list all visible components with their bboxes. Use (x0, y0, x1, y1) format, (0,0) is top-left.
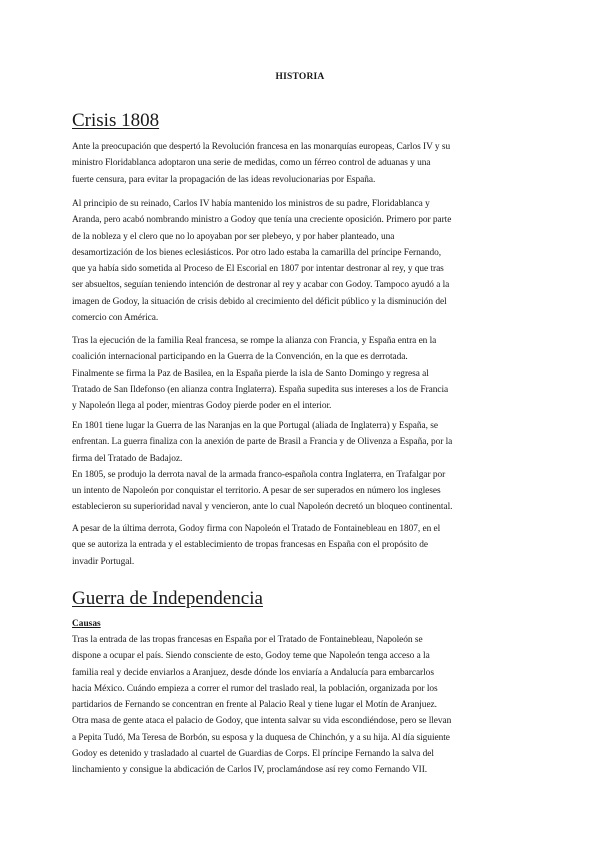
section-heading-crisis-1808: Crisis 1808 (72, 110, 160, 131)
text-line: Otra masa de gente ataca el palacio de Godoy, que intenta salvar su vida escondiéndose, pero se llevan (72, 716, 452, 727)
text-line: que ya había sido sometida al Proceso de El Escorial en 1807 por intentar destronar al rey, y que tras (72, 264, 444, 275)
paragraph (72, 196, 530, 326)
subsection-heading-causas: Causas (72, 619, 101, 629)
text-line: Tratado de San Ildefonso (en alianza contra Inglaterra). España supedita sus intereses a los de Francia (72, 384, 449, 395)
text-line: invadir Portugal. (72, 556, 135, 567)
paragraph (72, 521, 530, 570)
text-line: En 1805, se produjo la derrota naval de la armada franco-española contra Inglaterra, en Trafalgar por (72, 469, 446, 480)
text-line: enfrentan. La guerra finaliza con la anexión de parte de Brasil a Francia y de Olivenza a España, por la (72, 437, 453, 448)
text-line: En 1801 tiene lugar la Guerra de las Naranjas en la que Portugal (aliada de Inglaterra) y España, se (72, 421, 438, 431)
text-line: Aranda, pero acabó nombrando ministro a Godoy que tenía una creciente oposición. Primero por parte (72, 215, 452, 226)
paragraph (72, 139, 530, 188)
text-line: de la nobleza y el clero que no lo apoyaban por ser plebeyo, y por haber planteado, una (72, 231, 395, 242)
text-line: familia real y decide enviarlos a Aranjuez, desde dónde los enviaría a Andalucía para embarcarlos (72, 667, 434, 678)
section-heading-guerra-de-independencia: Guerra de Independencia (72, 588, 263, 609)
text-line: Al principio de su reinado, Carlos IV había mantenido los ministros de su padre, Floridablanca y (72, 199, 430, 209)
text-line: un intento de Napoleón por conquistar el territorio. A pesar de ser superados en número los ingleses (72, 486, 441, 497)
text-line: Tras la entrada de las tropas francesas en España por el Tratado de Fontainebleau, Napoleón se (72, 635, 423, 645)
text-line: fuerte censura, para evitar la propagación de las ideas revolucionarias por España. (72, 174, 376, 185)
document-title: HISTORIA (275, 72, 325, 82)
text-line: ser absueltos, seguían teniendo intención de destronar al rey y acabar con Godoy. Tampoco ayudó a la (72, 280, 450, 291)
paragraph (72, 333, 530, 414)
text-line: dispone a ocupar el país. Siendo consciente de esto, Godoy teme que Napoleón tenga acceso a la (72, 651, 430, 662)
text-line: firma del Tratado de Badajoz. (72, 453, 183, 464)
text-line: y Napoleón llega al poder, mientras Godoy pierde poder en el interior. (72, 401, 332, 412)
text-line: partidarios de Fernando se concentran en frente al Palacio Real y tiene lugar el Motín de Aranjuez. (72, 700, 437, 711)
text-line: coalición internacional participando en la Guerra de la Convención, en la que es derrotada. (72, 352, 408, 363)
text-line: Finalmente se firma la Paz de Basilea, en la España pierde la isla de Santo Domingo y regresa al (72, 368, 429, 379)
text-line: a Pepita Tudó, Ma Teresa de Borbón, su esposa y la duquesa de Chinchón, y a su hija. Al día siguiente (72, 732, 450, 743)
text-line: desamortización de los bienes eclesiásticos. Por otro lado estaba la camarilla del príncipe Fernando, (72, 247, 442, 258)
paragraph (72, 632, 530, 779)
text-line: Godoy es detenido y trasladado al cuartel de Guardias de Corps. El príncipe Fernando la salva del (72, 749, 434, 760)
text-line: hacia México. Cuándo empieza a correr el rumor del traslado real, la población, organizada por los (72, 683, 438, 694)
text-line: comercio con América. (72, 313, 159, 324)
text-line: establecieron su superioridad naval y vencieron, ante lo cual Napoleón decretó un bloqueo continental. (72, 502, 453, 513)
text-line: Tras la ejecución de la familia Real francesa, se rompe la alianza con Francia, y España entra en la (72, 336, 437, 346)
text-line: imagen de Godoy, la situación de crisis debido al crecimiento del déficit público y la disminución del (72, 296, 447, 307)
text-line: A pesar de la última derrota, Godoy firma con Napoleón el Tratado de Fontainebleau en 1807, en el (72, 524, 441, 534)
paragraph (72, 418, 530, 516)
text-line: que se autoriza la entrada y el establecimiento de tropas francesas en España con el propósito de (72, 540, 428, 551)
text-line: linchamiento y consigue la abdicación de Carlos IV, proclamándose así rey como Fernando VII. (72, 765, 428, 776)
text-line: Ante la preocupación que despertó la Revolución francesa en las monarquías europeas, Carlos IV y su (72, 142, 451, 152)
text-line: ministro Floridablanca adoptaron una serie de medidas, como un férreo control de aduanas y una (72, 158, 431, 169)
